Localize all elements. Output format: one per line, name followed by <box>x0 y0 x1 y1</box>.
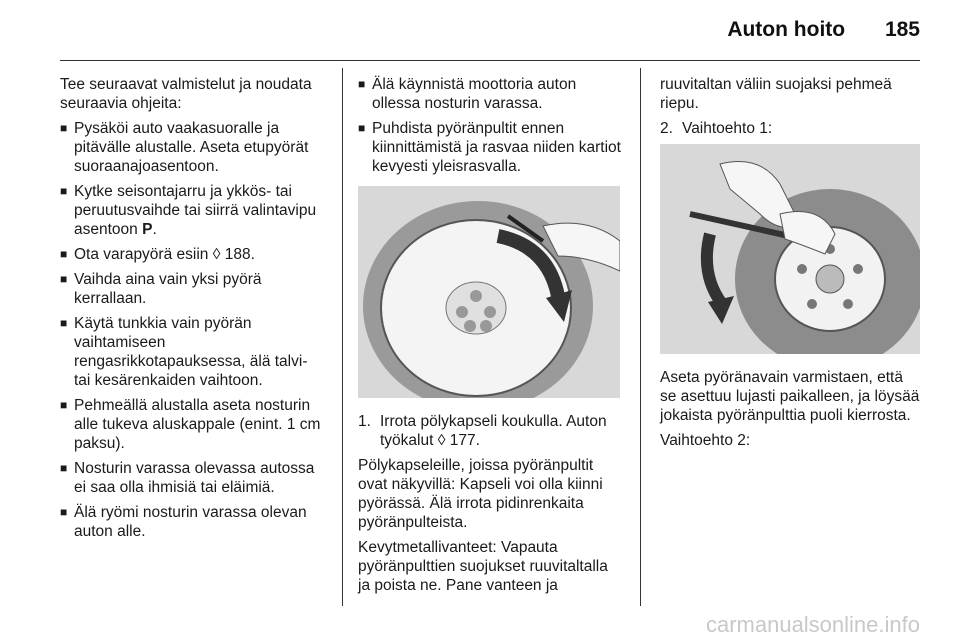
reference-arrow-icon: ◊ <box>212 246 221 263</box>
step-2: 2. Vaihtoehto 1: <box>660 120 773 137</box>
page-reference[interactable]: 188 <box>224 246 251 263</box>
header-rule <box>60 60 920 61</box>
list-item: ■ Ota varapyörä esiin ◊ 188. <box>60 246 255 263</box>
list-item: ■ Älä käynnistä moottoria auton ollessa nosturin varassa. <box>358 76 577 112</box>
wheel-hubcap-icon <box>358 186 620 398</box>
wheel-wrench-illustration <box>660 144 920 354</box>
page-reference[interactable]: 177. <box>449 432 480 449</box>
column-3 <box>660 75 922 456</box>
gear-position: P <box>142 221 153 238</box>
step-1-note: Kevytmetallivanteet: Vapauta pyöränpulttien suojukset ruuvitaltalla ja poista ne. Pane vanteen ja <box>358 539 608 594</box>
list-item: ■ Nosturin varassa olevassa autossa ei saa olla ihmisiä tai eläimiä. <box>60 460 315 496</box>
hubcap-removal-illustration <box>358 186 620 398</box>
watermark: carmanualsonline.info <box>705 612 920 637</box>
column-2 <box>358 75 624 601</box>
column-1 <box>60 75 328 547</box>
section-title: Auton hoito <box>727 18 846 41</box>
wheel-wrench-icon <box>660 144 920 354</box>
page-number: 185 <box>884 18 920 41</box>
column-divider-1 <box>342 68 343 606</box>
intro-text: Tee seuraavat valmistelut ja noudata seuraavia ohjeita: <box>60 76 312 112</box>
step-1-note: Pölykapseleille, joissa pyöränpultit ovat näkyvillä: Kapseli voi olla kiinni pyörässä. Älä irrota pidinrenkaita pyöränpulteista. <box>358 457 603 531</box>
list-item: ■ Pehmeällä alustalla aseta nosturin alle tukeva aluskappale (enint. 1 cm paksu). <box>60 397 321 452</box>
column-divider-2 <box>640 68 641 606</box>
list-item: ■ Älä ryömi nosturin varassa olevan auton alle. <box>60 504 307 540</box>
list-item: ■ Käytä tunkkia vain pyörän vaihtamiseen rengasrikkotapauksessa, älä talvi- tai kesärenkaiden vaihtoon. <box>60 315 308 389</box>
list-item: ■ Puhdista pyöränpultit ennen kiinnittämistä ja rasvaa niiden kartiot kevyesti yleisrasvalla. <box>358 120 621 175</box>
step-number: 1. <box>358 413 371 430</box>
step-1-continued: ruuvitaltan väliin suojaksi pehmeä riepu. <box>660 76 892 112</box>
step-1: 1. Irrota pölykapseli koukulla. Auton työkalut ◊ 177. <box>358 413 607 449</box>
list-item: ■ Pysäköi auto vaakasuoralle ja pitävälle alustalle. Aseta etupyörät suoraanajoasentoon. <box>60 120 309 175</box>
step-number: 2. <box>660 120 673 137</box>
step-2-instruction: Aseta pyöränavain varmistaen, että se asettuu lujasti paikalleen, ja löysää jokaista pyöränpulttia puoli kierrosta. <box>660 369 920 424</box>
page-header <box>60 18 920 48</box>
list-item: ■ Kytke seisontajarru ja ykkös- tai peruutusvaihde tai siirrä valintavipu asentoon P. <box>60 183 317 238</box>
reference-arrow-icon: ◊ <box>437 432 446 449</box>
step-2-alternative: Vaihtoehto 2: <box>660 432 751 449</box>
list-item: ■ Vaihda aina vain yksi pyörä kerrallaan. <box>60 271 262 307</box>
